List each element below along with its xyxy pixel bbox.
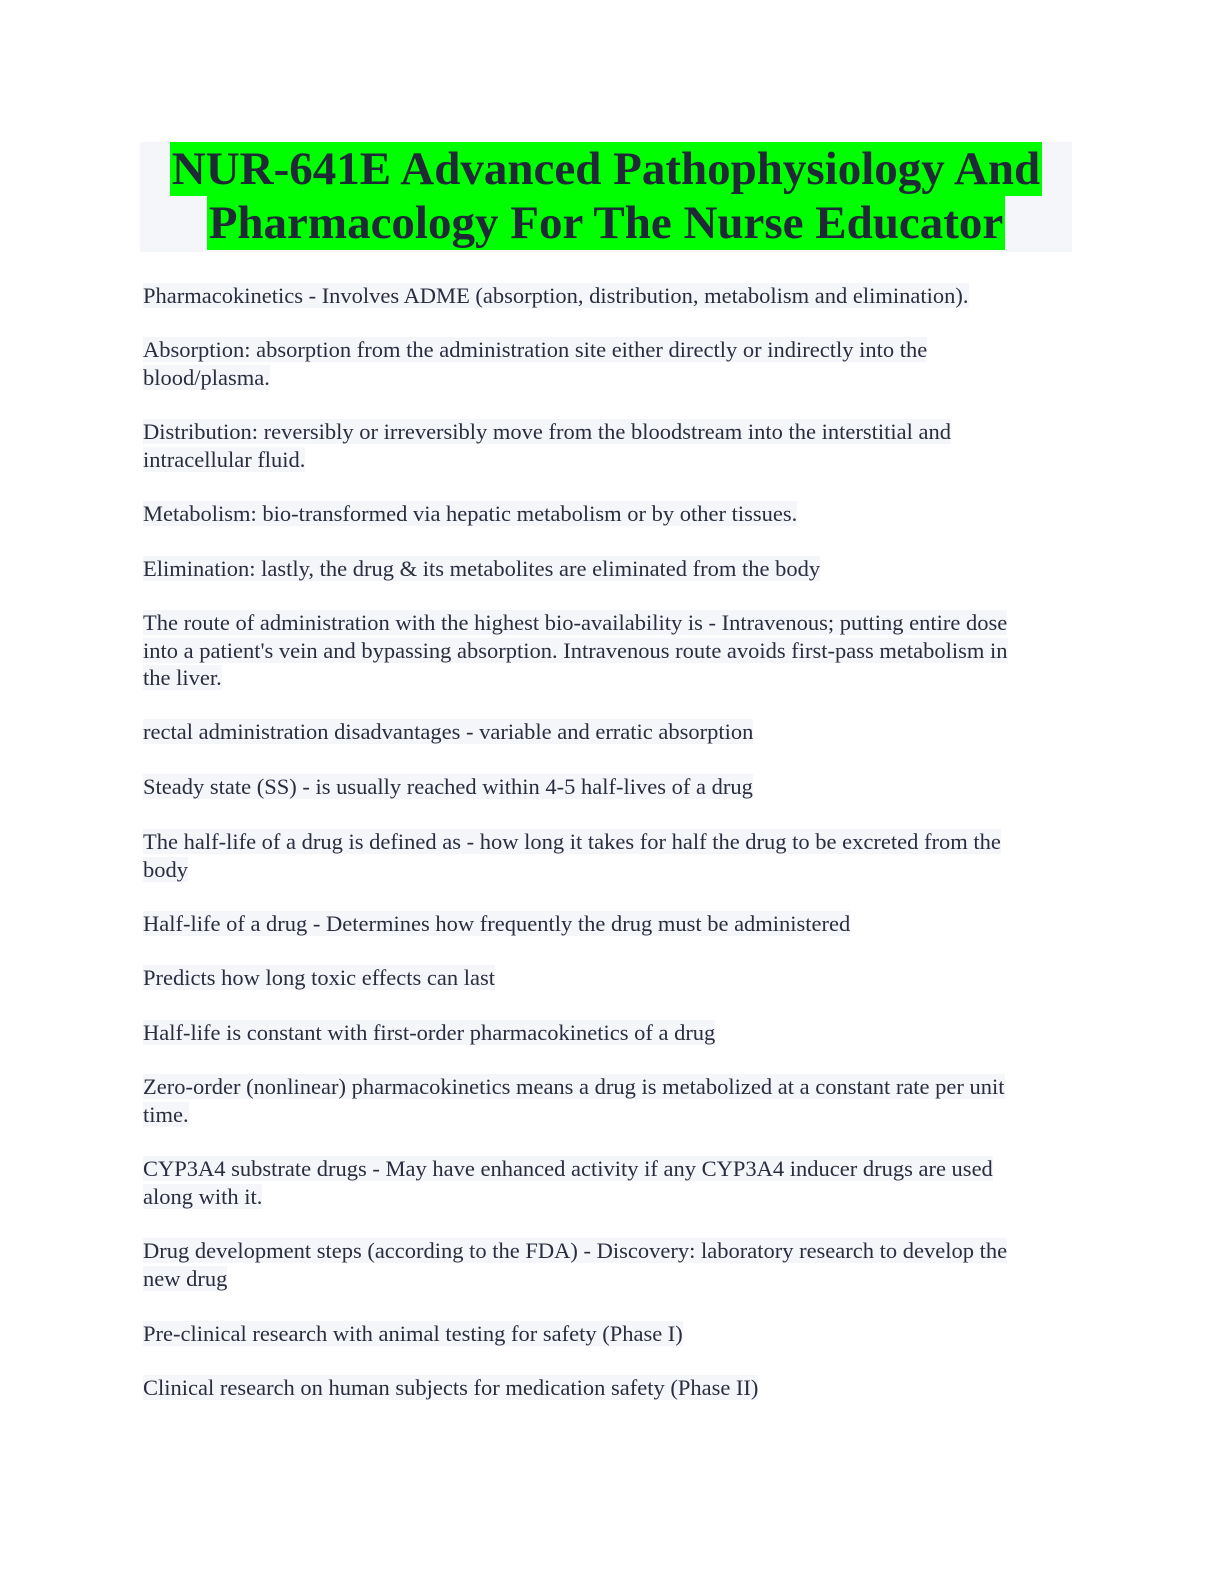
paragraph-line: Absorption: absorption from the administration site either directly or indirectly into the [143,337,928,362]
paragraph [143,718,753,746]
paragraph [143,1374,758,1402]
paragraph-line: Steady state (SS) - is usually reached within 4-5 half-lives of a drug [143,774,753,799]
paragraph [143,773,753,801]
paragraph-line: Half-life of a drug - Determines how frequently the drug must be administered [143,911,851,936]
title-line-1: NUR-641E Advanced Pathophysiology And [171,143,1041,195]
paragraph-line: Distribution: reversibly or irreversibly move from the bloodstream into the interstitial and [143,419,951,444]
paragraph-line: Metabolism: bio-transformed via hepatic metabolism or by other tissues. [143,501,798,526]
paragraph-line: The route of administration with the highest bio-availability is - Intravenous; putting entire dose [143,610,1008,635]
paragraph [143,1320,683,1348]
paragraph [143,1155,993,1210]
title-line-2: Pharmacology For The Nurse Educator [208,197,1004,249]
paragraph [143,500,797,528]
paragraph [143,336,927,391]
paragraph-line: into a patient's vein and bypassing absorption. Intravenous route avoids first-pass metabolism in [143,637,1008,663]
paragraph [143,1073,1005,1128]
paragraph-line: rectal administration disadvantages - variable and erratic absorption [143,719,754,744]
paragraph [143,910,850,938]
paragraph-line: CYP3A4 substrate drugs - May have enhanced activity if any CYP3A4 inducer drugs are used [143,1156,993,1181]
paragraph [143,609,1008,692]
paragraph-line: intracellular fluid. [143,446,306,472]
paragraph-line: Drug development steps (according to the FDA) - Discovery: laboratory research to develop the [143,1238,1008,1263]
paragraph-line: body [143,856,188,882]
paragraph-line: Elimination: lastly, the drug & its metabolites are eliminated from the body [143,556,821,581]
paragraph-line: The half-life of a drug is defined as - how long it takes for half the drug to be excreted from the [143,829,1001,854]
paragraph-line: Pharmacokinetics - Involves ADME (absorption, distribution, metabolism and elimination). [143,283,969,308]
paragraph-line: Clinical research on human subjects for medication safety (Phase II) [143,1375,759,1400]
paragraph [143,1237,1007,1292]
paragraph-line: Predicts how long toxic effects can last [143,965,495,990]
paragraph [143,555,820,583]
paragraph [143,964,495,992]
paragraph-line: blood/plasma. [143,364,270,390]
paragraph-line: Half-life is constant with first-order pharmacokinetics of a drug [143,1020,716,1045]
paragraph-line: Zero-order (nonlinear) pharmacokinetics means a drug is metabolized at a constant rate per unit [143,1074,1005,1099]
paragraph [143,1019,715,1047]
paragraph [143,828,1001,883]
paragraph [143,282,969,310]
paragraph-line: Pre-clinical research with animal testing for safety (Phase I) [143,1321,683,1346]
paragraph-line: along with it. [143,1183,263,1209]
paragraph [143,418,951,473]
paragraph-line: time. [143,1101,189,1127]
paragraph-line: new drug [143,1265,228,1291]
document-title [140,142,1072,252]
paragraph-line: the liver. [143,665,222,690]
